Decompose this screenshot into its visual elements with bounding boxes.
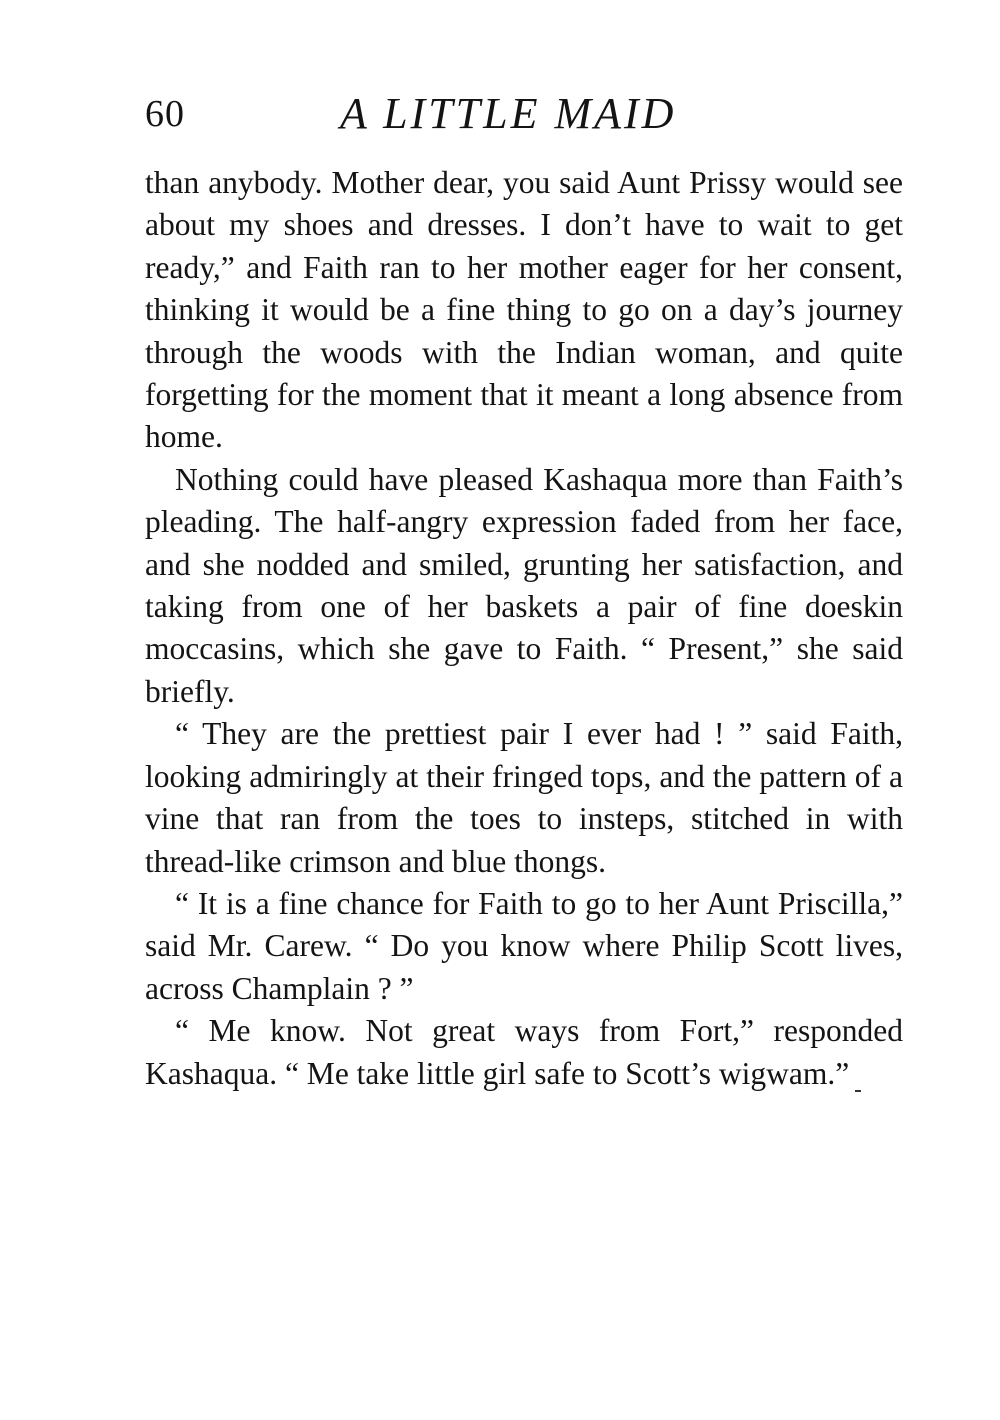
paragraph-5-text: “ Me know. Not great ways from Fort,” responded Kashaqua. “ Me take little girl safe to Scott’s wigwam.” xyxy=(145,1013,903,1091)
ink-speck xyxy=(855,1086,861,1092)
paragraph-5 xyxy=(145,1010,903,1095)
paragraph-4: “ It is a fine chance for Faith to go to her Aunt Priscilla,” said Mr. Carew. “ Do you know where Philip Scott lives, across Champlain ? ” xyxy=(145,885,903,1006)
paragraph-2: Nothing could have pleased Kashaqua more than Faith’s pleading. The half-angry expression faded from her face, and she nodded and smiled, grunting her satisfaction, and taking from one of her baskets a pair of fine doeskin moccasins, which she gave to Faith. “ Present,” she said briefly. xyxy=(145,461,903,709)
page-header xyxy=(145,88,905,148)
paragraph-3: “ They are the prettiest pair I ever had ! ” said Faith, looking admiringly at their fringed tops, and the pattern of a vine that ran from the toes to insteps, stitched in with thread-like crimson and blue thongs. xyxy=(145,716,903,879)
body-text xyxy=(145,162,903,1095)
page-number: 60 xyxy=(145,93,185,135)
running-head: A LITTLE MAID xyxy=(340,89,677,138)
paragraph-1: than anybody. Mother dear, you said Aunt Prissy would see about my shoes and dresses. I don’t have to wait to get ready,” and Faith ran to her mother eager for her consent, thinking it would be a fine thing to go on a day’s journey through the woods with the Indian woman, and quite forgetting for the moment that it meant a long absence from home. xyxy=(145,165,903,455)
